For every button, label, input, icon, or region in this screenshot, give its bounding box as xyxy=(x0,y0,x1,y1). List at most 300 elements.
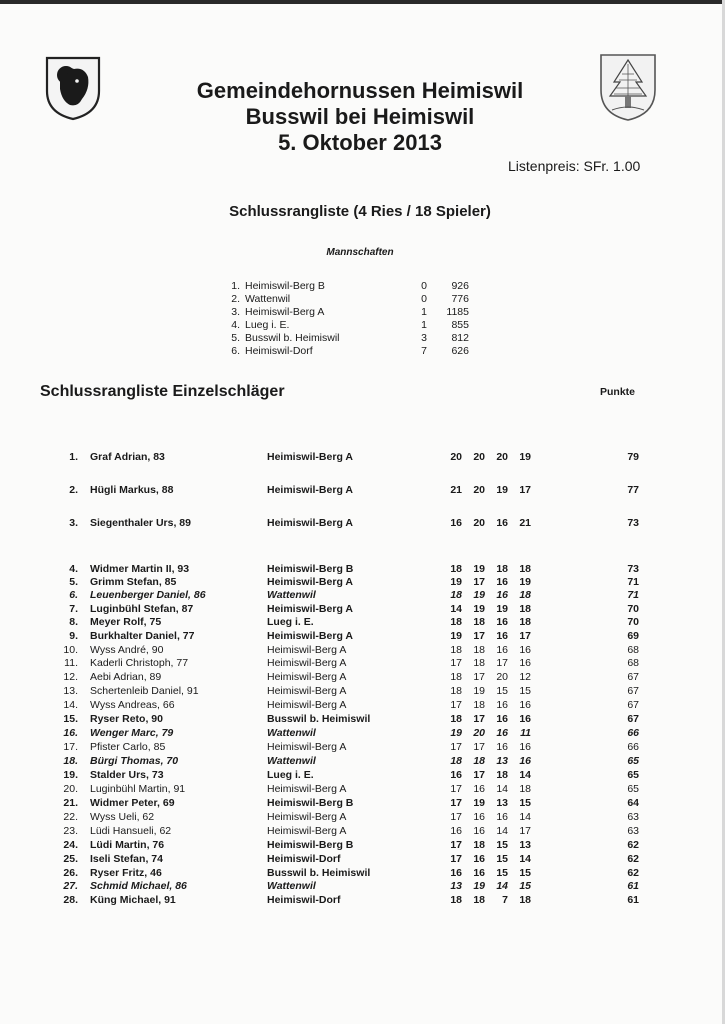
player-scores xyxy=(433,657,531,669)
ries-score: 21 xyxy=(519,517,531,529)
player-total: 70 xyxy=(627,603,639,615)
player-rank: 11. xyxy=(64,657,78,669)
player-row xyxy=(40,825,639,837)
player-row xyxy=(40,685,639,697)
player-name: Wenger Marc, 79 xyxy=(90,727,174,739)
team-misses: 1 xyxy=(421,319,427,331)
ries-score: 17 xyxy=(473,713,485,725)
player-scores xyxy=(433,894,531,906)
ries-score: 18 xyxy=(519,894,531,906)
ries-score: 16 xyxy=(473,811,485,823)
player-team: Lueg i. E. xyxy=(267,616,314,628)
player-team: Wattenwil xyxy=(267,880,316,892)
ries-score: 17 xyxy=(450,811,462,823)
ries-score: 18 xyxy=(473,755,485,767)
ries-score: 18 xyxy=(519,616,531,628)
player-row xyxy=(40,671,639,683)
player-team: Heimiswil-Berg A xyxy=(267,783,347,795)
player-rank: 21. xyxy=(63,797,78,809)
player-scores xyxy=(433,630,531,642)
player-rank: 5. xyxy=(69,576,78,588)
player-total: 69 xyxy=(627,630,639,642)
ries-score: 18 xyxy=(473,894,485,906)
ries-score: 20 xyxy=(473,484,485,496)
player-row xyxy=(40,603,639,615)
player-row xyxy=(40,867,639,879)
ries-score: 11 xyxy=(520,727,531,739)
player-team: Heimiswil-Berg B xyxy=(267,563,354,575)
team-row xyxy=(226,280,469,293)
ries-score: 18 xyxy=(473,699,485,711)
team-misses: 3 xyxy=(421,332,427,344)
ries-score: 14 xyxy=(496,825,508,837)
ries-score: 20 xyxy=(473,517,485,529)
ries-score: 14 xyxy=(519,769,531,781)
player-scores xyxy=(433,769,531,781)
team-points: 1185 xyxy=(446,306,469,318)
ries-score: 18 xyxy=(473,616,485,628)
player-name: Schmid Michael, 86 xyxy=(90,880,187,892)
player-rank: 4. xyxy=(69,563,78,575)
ries-score: 21 xyxy=(450,484,462,496)
player-name: Luginbühl Martin, 91 xyxy=(90,783,186,795)
player-scores xyxy=(433,839,531,851)
player-name: Küng Michael, 91 xyxy=(90,894,176,906)
ries-score: 16 xyxy=(450,825,462,837)
ries-score: 20 xyxy=(473,727,485,739)
player-total: 62 xyxy=(627,867,639,879)
ries-score: 18 xyxy=(496,769,508,781)
player-row xyxy=(40,517,639,529)
player-rank: 20. xyxy=(63,783,78,795)
team-rank: 6. xyxy=(231,345,240,357)
player-team: Wattenwil xyxy=(267,589,316,601)
teams-heading: Mannschaften xyxy=(326,247,394,258)
player-scores xyxy=(433,484,531,496)
individual-heading: Schlussrangliste Einzelschläger xyxy=(40,383,285,400)
player-name: Wyss Ueli, 62 xyxy=(90,811,155,823)
player-team: Heimiswil-Berg A xyxy=(267,451,353,463)
ries-score: 19 xyxy=(496,603,508,615)
player-team: Heimiswil-Berg A xyxy=(267,811,347,823)
ries-score: 18 xyxy=(473,839,485,851)
player-scores xyxy=(433,867,531,879)
ries-score: 17 xyxy=(450,657,462,669)
player-name: Pfister Carlo, 85 xyxy=(90,741,166,753)
player-scores xyxy=(433,727,531,739)
ries-score: 17 xyxy=(473,741,485,753)
player-team: Busswil b. Heimiswil xyxy=(267,713,371,725)
ries-score: 16 xyxy=(450,517,462,529)
player-name: Lüdi Martin, 76 xyxy=(90,839,165,851)
team-name: Heimiswil-Berg B xyxy=(245,280,325,292)
ries-score: 12 xyxy=(519,671,531,683)
player-name: Schertenleib Daniel, 91 xyxy=(90,685,199,697)
ries-score: 15 xyxy=(519,685,531,697)
player-row xyxy=(40,699,639,711)
ries-score: 17 xyxy=(450,839,462,851)
ries-score: 17 xyxy=(450,741,462,753)
player-row xyxy=(40,755,639,767)
player-row xyxy=(40,797,639,809)
ries-score: 19 xyxy=(450,576,462,588)
player-name: Wyss Andreas, 66 xyxy=(90,699,175,711)
player-rank: 19. xyxy=(63,769,78,781)
player-rank: 12. xyxy=(63,671,78,683)
player-team: Heimiswil-Berg B xyxy=(267,797,354,809)
player-scores xyxy=(433,741,531,753)
player-total: 79 xyxy=(627,451,639,463)
player-rank: 23. xyxy=(63,825,78,837)
ries-score: 16 xyxy=(496,576,508,588)
player-rank: 17. xyxy=(63,741,78,753)
team-misses: 1 xyxy=(421,306,427,318)
player-total: 71 xyxy=(627,576,639,588)
player-total: 67 xyxy=(627,699,639,711)
team-name: Wattenwil xyxy=(245,293,291,305)
player-name: Aebi Adrian, 89 xyxy=(90,671,162,683)
player-name: Widmer Martin II, 93 xyxy=(90,563,190,575)
ries-score: 18 xyxy=(450,616,462,628)
player-total: 65 xyxy=(627,769,639,781)
ries-score: 15 xyxy=(496,867,508,879)
player-rank: 9. xyxy=(69,630,78,642)
player-scores xyxy=(433,713,531,725)
player-team: Heimiswil-Berg A xyxy=(267,825,347,837)
player-total: 73 xyxy=(627,517,639,529)
player-name: Siegenthaler Urs, 89 xyxy=(90,517,191,529)
player-row xyxy=(40,783,639,795)
busswil-crest-icon xyxy=(598,52,658,122)
ries-score: 17 xyxy=(450,853,462,865)
ries-score: 16 xyxy=(496,616,508,628)
ries-score: 20 xyxy=(450,451,462,463)
player-team: Heimiswil-Berg A xyxy=(267,741,347,753)
player-team: Wattenwil xyxy=(267,755,316,767)
player-total: 65 xyxy=(627,755,639,767)
player-team: Heimiswil-Berg A xyxy=(267,699,347,711)
player-scores xyxy=(433,699,531,711)
player-name: Grimm Stefan, 85 xyxy=(90,576,177,588)
ries-score: 16 xyxy=(519,755,531,767)
ries-score: 16 xyxy=(496,644,508,656)
team-row xyxy=(226,332,469,345)
player-rank: 7. xyxy=(69,603,78,615)
player-row xyxy=(40,713,639,725)
ries-score: 18 xyxy=(519,563,531,575)
ries-score: 16 xyxy=(519,741,531,753)
ries-score: 17 xyxy=(473,630,485,642)
ries-score: 16 xyxy=(473,867,485,879)
player-scores xyxy=(433,880,531,892)
ries-score: 20 xyxy=(473,451,485,463)
ries-score: 17 xyxy=(450,797,462,809)
player-total: 67 xyxy=(627,713,639,725)
team-rank: 5. xyxy=(231,332,240,344)
player-rank: 13. xyxy=(63,685,78,697)
player-rank: 16. xyxy=(63,727,78,739)
player-name: Graf Adrian, 83 xyxy=(90,451,165,463)
ries-score: 15 xyxy=(496,685,508,697)
player-team: Heimiswil-Berg A xyxy=(267,630,353,642)
organizer-title: Gemeindehornussen Heimiswil xyxy=(196,78,524,103)
ries-score: 18 xyxy=(496,563,508,575)
ries-score: 17 xyxy=(473,576,485,588)
ries-score: 19 xyxy=(450,630,462,642)
player-rank: 8. xyxy=(69,616,78,628)
player-total: 68 xyxy=(627,644,639,656)
heimiswil-crest-icon xyxy=(44,55,102,121)
list-price: Listenpreis: SFr. 1.00 xyxy=(508,158,641,174)
player-row xyxy=(40,576,639,588)
player-scores xyxy=(433,783,531,795)
player-team: Lueg i. E. xyxy=(267,769,314,781)
player-team: Heimiswil-Berg A xyxy=(267,685,347,697)
player-total: 66 xyxy=(627,741,639,753)
ries-score: 18 xyxy=(473,644,485,656)
ries-score: 19 xyxy=(473,797,485,809)
top-border xyxy=(0,0,725,4)
player-scores xyxy=(433,685,531,697)
ries-score: 15 xyxy=(496,839,508,851)
player-row xyxy=(40,616,639,628)
ries-score: 19 xyxy=(473,563,485,575)
player-rank: 28. xyxy=(63,894,78,906)
teams-table xyxy=(226,280,469,358)
player-rank: 25. xyxy=(63,853,78,865)
player-total: 62 xyxy=(627,839,639,851)
team-points: 626 xyxy=(451,345,469,357)
ries-score: 19 xyxy=(519,576,531,588)
player-name: Ryser Reto, 90 xyxy=(90,713,163,725)
player-rank: 24. xyxy=(63,839,78,851)
player-name: Burkhalter Daniel, 77 xyxy=(90,630,195,642)
team-row xyxy=(226,345,469,358)
ries-score: 19 xyxy=(473,880,485,892)
ries-score: 13 xyxy=(519,839,531,851)
ries-score: 14 xyxy=(496,783,508,795)
player-scores xyxy=(433,671,531,683)
ries-score: 18 xyxy=(519,783,531,795)
player-total: 65 xyxy=(627,783,639,795)
ries-score: 14 xyxy=(450,603,462,615)
ries-score: 18 xyxy=(473,657,485,669)
ries-score: 16 xyxy=(496,727,508,739)
team-row xyxy=(226,293,469,306)
player-rank: 3. xyxy=(69,517,78,529)
ries-score: 17 xyxy=(519,825,531,837)
ries-score: 16 xyxy=(473,783,485,795)
team-rank: 3. xyxy=(231,306,240,318)
player-scores xyxy=(433,825,531,837)
ries-score: 19 xyxy=(473,603,485,615)
player-scores xyxy=(433,603,531,615)
ries-score: 17 xyxy=(450,699,462,711)
player-total: 67 xyxy=(627,685,639,697)
player-scores xyxy=(433,563,531,575)
ries-score: 14 xyxy=(496,880,508,892)
player-rank: 10. xyxy=(63,644,78,656)
ries-score: 17 xyxy=(450,783,462,795)
player-name: Iseli Stefan, 74 xyxy=(90,853,163,865)
ries-score: 18 xyxy=(519,603,531,615)
team-name: Heimiswil-Berg A xyxy=(245,306,325,318)
ries-score: 15 xyxy=(519,880,531,892)
ries-score: 17 xyxy=(519,630,531,642)
team-misses: 0 xyxy=(421,293,427,305)
player-name: Bürgi Thomas, 70 xyxy=(90,755,179,767)
team-rank: 2. xyxy=(231,293,240,305)
player-total: 73 xyxy=(627,563,639,575)
player-scores xyxy=(433,616,531,628)
ries-score: 16 xyxy=(496,811,508,823)
team-points: 776 xyxy=(451,293,469,305)
player-row xyxy=(40,563,639,575)
team-row xyxy=(226,319,469,332)
ries-score: 18 xyxy=(450,671,462,683)
ries-score: 19 xyxy=(473,685,485,697)
player-scores xyxy=(433,811,531,823)
player-row xyxy=(40,769,639,781)
ries-score: 19 xyxy=(450,727,462,739)
team-rank: 1. xyxy=(231,280,240,292)
player-rank: 6. xyxy=(69,589,78,601)
team-points: 812 xyxy=(451,332,469,344)
ries-score: 16 xyxy=(496,741,508,753)
ries-score: 16 xyxy=(450,867,462,879)
ries-score: 16 xyxy=(519,699,531,711)
ries-score: 18 xyxy=(450,894,462,906)
player-team: Heimiswil-Dorf xyxy=(267,853,341,865)
ries-score: 7 xyxy=(502,894,508,906)
team-name: Lueg i. E. xyxy=(245,319,290,331)
player-total: 61 xyxy=(627,894,639,906)
player-team: Heimiswil-Berg A xyxy=(267,671,347,683)
ries-score: 13 xyxy=(450,880,462,892)
player-rank: 26. xyxy=(63,867,78,879)
ries-score: 16 xyxy=(473,853,485,865)
ries-score: 20 xyxy=(496,451,508,463)
player-row xyxy=(40,741,639,753)
player-total: 70 xyxy=(627,616,639,628)
ries-score: 18 xyxy=(450,713,462,725)
player-row xyxy=(40,727,639,739)
player-rank: 14. xyxy=(63,699,78,711)
team-misses: 0 xyxy=(421,280,427,292)
ries-score: 15 xyxy=(519,797,531,809)
player-total: 68 xyxy=(627,657,639,669)
team-points: 855 xyxy=(451,319,469,331)
player-total: 63 xyxy=(627,811,639,823)
player-rank: 2. xyxy=(69,484,78,496)
points-column-label: Punkte xyxy=(600,386,636,398)
ries-score: 16 xyxy=(450,769,462,781)
ries-score: 18 xyxy=(450,589,462,601)
player-rank: 27. xyxy=(63,880,78,892)
player-row xyxy=(40,589,639,601)
ries-score: 19 xyxy=(496,484,508,496)
ries-score: 15 xyxy=(496,853,508,865)
player-total: 62 xyxy=(627,853,639,865)
player-scores xyxy=(433,755,531,767)
player-team: Heimiswil-Berg A xyxy=(267,517,353,529)
player-row xyxy=(40,880,639,892)
player-team: Heimiswil-Berg A xyxy=(267,644,347,656)
player-name: Meyer Rolf, 75 xyxy=(90,616,162,628)
player-name: Leuenberger Daniel, 86 xyxy=(90,589,206,601)
team-row xyxy=(226,306,469,319)
ries-score: 15 xyxy=(519,867,531,879)
player-total: 64 xyxy=(627,797,639,809)
player-row xyxy=(40,894,639,906)
player-name: Wyss André, 90 xyxy=(90,644,164,656)
ries-score: 14 xyxy=(519,853,531,865)
ries-score: 18 xyxy=(450,685,462,697)
ries-score: 18 xyxy=(450,563,462,575)
player-name: Luginbühl Stefan, 87 xyxy=(90,603,194,615)
player-name: Kaderli Christoph, 77 xyxy=(90,657,189,669)
player-rank: 1. xyxy=(69,451,78,463)
ries-score: 17 xyxy=(519,484,531,496)
ries-score: 13 xyxy=(496,755,508,767)
player-team: Heimiswil-Berg A xyxy=(267,657,347,669)
player-scores xyxy=(433,451,531,463)
team-points: 926 xyxy=(451,280,469,292)
event-date: 5. Oktober 2013 xyxy=(278,130,442,155)
player-total: 71 xyxy=(627,589,639,601)
ries-score: 18 xyxy=(450,644,462,656)
results-subtitle: Schlussrangliste (4 Ries / 18 Spieler) xyxy=(229,203,491,220)
player-scores xyxy=(433,576,531,588)
player-total: 66 xyxy=(627,727,639,739)
team-name: Busswil b. Heimiswil xyxy=(245,332,340,344)
player-total: 63 xyxy=(627,825,639,837)
ries-score: 17 xyxy=(473,671,485,683)
player-team: Heimiswil-Berg A xyxy=(267,576,353,588)
player-team: Heimiswil-Dorf xyxy=(267,894,341,906)
ries-score: 16 xyxy=(496,699,508,711)
team-misses: 7 xyxy=(421,345,427,357)
player-name: Stalder Urs, 73 xyxy=(90,769,164,781)
player-row xyxy=(40,451,639,463)
player-name: Ryser Fritz, 46 xyxy=(90,867,162,879)
player-scores xyxy=(433,797,531,809)
ries-score: 13 xyxy=(496,797,508,809)
player-row xyxy=(40,839,639,851)
player-scores xyxy=(433,644,531,656)
player-rank: 15. xyxy=(63,713,78,725)
player-row xyxy=(40,853,639,865)
ries-score: 16 xyxy=(496,517,508,529)
location-title: Busswil bei Heimiswil xyxy=(245,104,475,129)
team-name: Heimiswil-Dorf xyxy=(245,345,313,357)
player-row xyxy=(40,484,639,496)
ries-score: 17 xyxy=(473,769,485,781)
ries-score: 18 xyxy=(450,755,462,767)
player-rank: 22. xyxy=(63,811,78,823)
player-team: Heimiswil-Berg A xyxy=(267,484,353,496)
ries-score: 19 xyxy=(519,451,531,463)
ries-score: 16 xyxy=(519,657,531,669)
ries-score: 16 xyxy=(519,644,531,656)
player-rank: 18. xyxy=(63,755,78,767)
ries-score: 16 xyxy=(473,825,485,837)
player-row xyxy=(40,657,639,669)
player-row xyxy=(40,811,639,823)
player-scores xyxy=(433,589,531,601)
ries-score: 20 xyxy=(496,671,508,683)
ries-score: 14 xyxy=(519,811,531,823)
